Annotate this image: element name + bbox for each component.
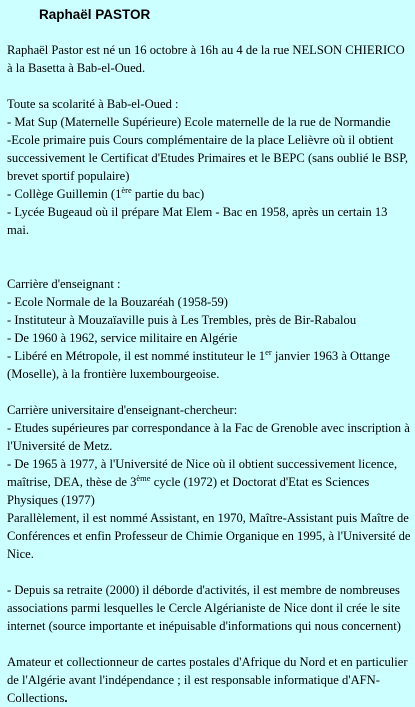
biography-body [7,41,411,707]
school-item-primaire: -Ecole primaire puis Cours complémentaire de la place Lelièvre où il obtient successivement le Certificat d'Etudes Primaires et le BEPC (sans oublié le BSP, brevet sportif populaire) [7,133,409,183]
superscript: ère [121,185,132,195]
school-item-college-text-end: partie du bac) [131,187,205,201]
superscript: er [265,347,272,357]
spacer [7,383,411,401]
school-item-college [7,185,411,203]
university-item-parallel: Parallèlement, il est nommé Assistant, en 1970, Maître-Assistant puis Maître de Conférences et enfin Professeur de Chimie Organique en 1995, à l'Université de Nice. [7,511,411,561]
university-item-nice-text: - De 1965 à 1977, à l'Université de Nice où il obtient successivement licence, maîtrise, DEA, thèse de 3 [7,457,398,489]
intro-paragraph: Raphaël Pastor est né un 16 octobre à 16h au 4 de la rue NELSON CHIERICO à la Basetta à Bab-el-Oued. [7,43,405,75]
spacer [7,239,411,257]
spacer [7,563,411,581]
school-item-maternelle: - Mat Sup (Maternelle Supérieure) Ecole maternelle de la rue de Normandie [7,115,391,129]
spacer [7,635,411,653]
teacher-item-ottange-text: - Libéré en Métropole, il est nommé instituteur le 1 [7,349,266,363]
university-heading: Carrière universitaire d'enseignant-chercheur: [7,403,238,417]
spacer [7,257,411,275]
superscript: ème [136,473,151,483]
school-item-college-text: - Collège Guillemin (1 [7,187,122,201]
school-item-lycee: - Lycée Bugeaud où il prépare Mat Elem - Bac en 1958, après un certain 13 mai. [7,205,388,237]
collector-text: Amateur et collectionneur de cartes postales d'Afrique du Nord et en particulier de l'Algérie avant l'indépendance ; il est responsable informatique d'AFN-Collections [7,655,408,705]
page-title: Raphaël PASTOR [39,7,151,22]
university-item-nice-text-end: cycle (1972) et Doctorat d'Etat es Sciences Physiques (1977) [7,475,370,507]
retirement-paragraph: - Depuis sa retraite (2000) il déborde d'activités, il est membre de nombreuses associations parmi lesquelles le Cercle Algérianiste de Nice dont il crée le site internet (source importante et inépuisable d'informations qui nous concernent) [7,583,401,633]
collector-end: . [64,691,68,705]
teacher-item-ecole-normale: - Ecole Normale de la Bouzaréah (1958-59) [7,295,228,309]
university-item-nice [7,455,411,509]
teacher-heading: Carrière d'enseignant : [7,277,121,291]
teacher-item-instituteur: - Instituteur à Mouzaïaville puis à Les Trembles, près de Bir-Rabalou [7,313,357,327]
teacher-item-ottange-text-end: janvier 1963 à Ottange (Moselle), à la frontière luxembourgeoise. [7,349,390,381]
spacer [7,77,411,95]
teacher-item-service-militaire: - De 1960 à 1962, service militaire en Algérie [7,331,238,345]
collector-paragraph [7,653,411,707]
university-item-grenoble: - Etudes supérieures par correspondance à la Fac de Grenoble avec inscription à l'Université de Metz. [7,421,410,453]
teacher-item-ottange [7,347,411,383]
school-heading: Toute sa scolarité à Bab-el-Oued : [7,97,179,111]
